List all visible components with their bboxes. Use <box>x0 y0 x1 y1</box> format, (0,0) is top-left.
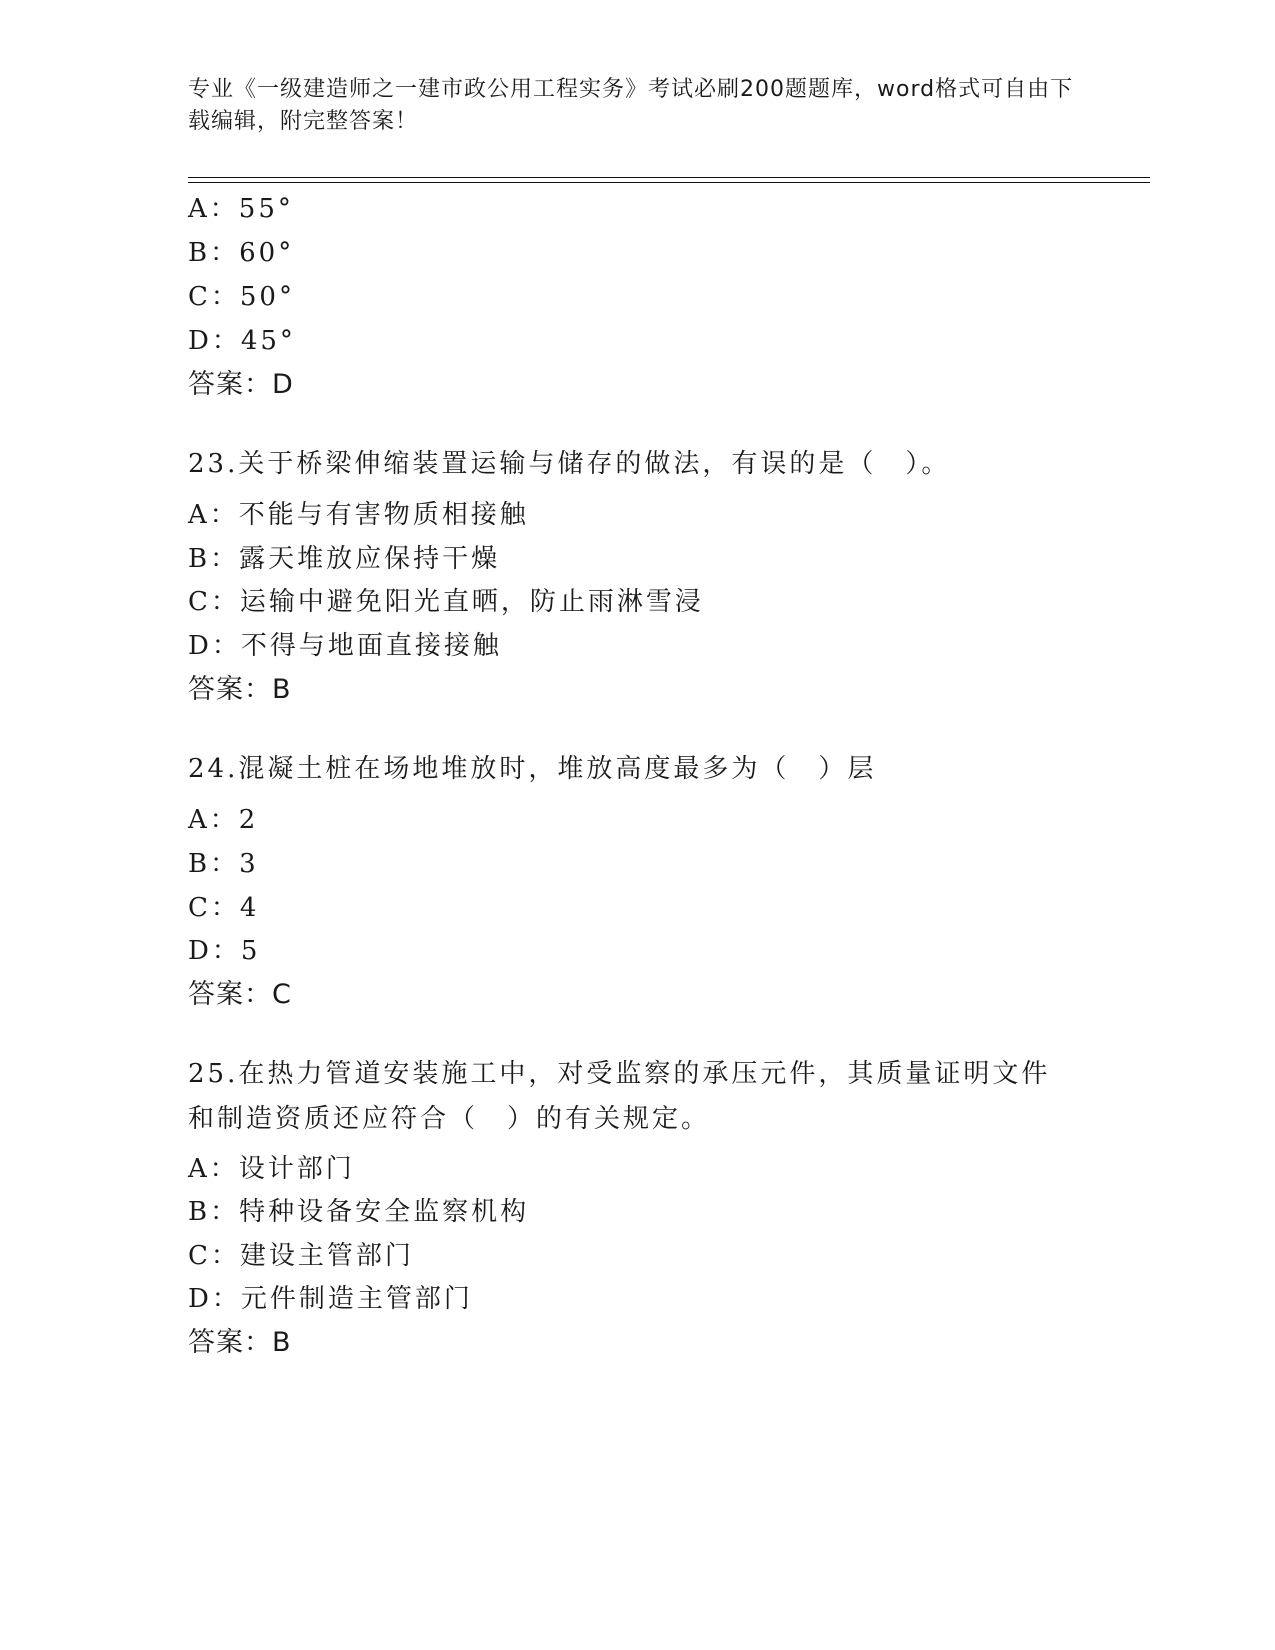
document-header: 专业《一级建造师之一建市政公用工程实务》考试必刷200题题库，word格式可自由下载编辑，附完整答案！ <box>188 77 1074 134</box>
q25-option-d: D：元件制造主管部门 <box>188 1284 473 1314</box>
header-divider-top <box>188 177 1150 178</box>
q23-option-a: A：不能与有害物质相接触 <box>188 500 529 530</box>
q23-option-b: B：露天堆放应保持干燥 <box>188 544 501 574</box>
q22-option-b: B：60° <box>188 238 295 268</box>
q25-option-b: B：特种设备安全监察机构 <box>188 1197 530 1227</box>
q25-option-a: A：设计部门 <box>188 1154 355 1184</box>
q24-option-a: A：2 <box>188 805 259 835</box>
q24-option-b: B：3 <box>188 849 259 879</box>
q25-stem: 25.在热力管道安装施工中，对受监察的承压元件，其质量证明文件和制造资质还应符合（ ）的有关规定。 <box>188 1059 1051 1134</box>
q22-answer: 答案：D <box>188 369 294 400</box>
q23-answer: 答案：B <box>188 674 292 705</box>
q22-option-d: D：45° <box>188 326 296 356</box>
q25-option-c: C：建设主管部门 <box>188 1241 414 1271</box>
q25-answer: 答案：B <box>188 1327 292 1358</box>
q22-option-c: C：50° <box>188 282 295 312</box>
q24-stem: 24.混凝土桩在场地堆放时，堆放高度最多为（ ）层 <box>188 754 877 784</box>
q24-option-c: C：4 <box>188 893 260 923</box>
q24-option-d: D：5 <box>188 936 261 966</box>
q23-option-c: C：运输中避免阳光直晒，防止雨淋雪浸 <box>188 587 704 617</box>
header-divider-bottom <box>188 182 1150 183</box>
q24-answer: 答案：C <box>188 979 292 1010</box>
q22-option-a: A：55° <box>188 194 294 224</box>
q23-stem: 23.关于桥梁伸缩装置运输与储存的做法，有误的是（ ）。 <box>188 449 951 479</box>
q23-option-d: D：不得与地面直接接触 <box>188 631 502 661</box>
